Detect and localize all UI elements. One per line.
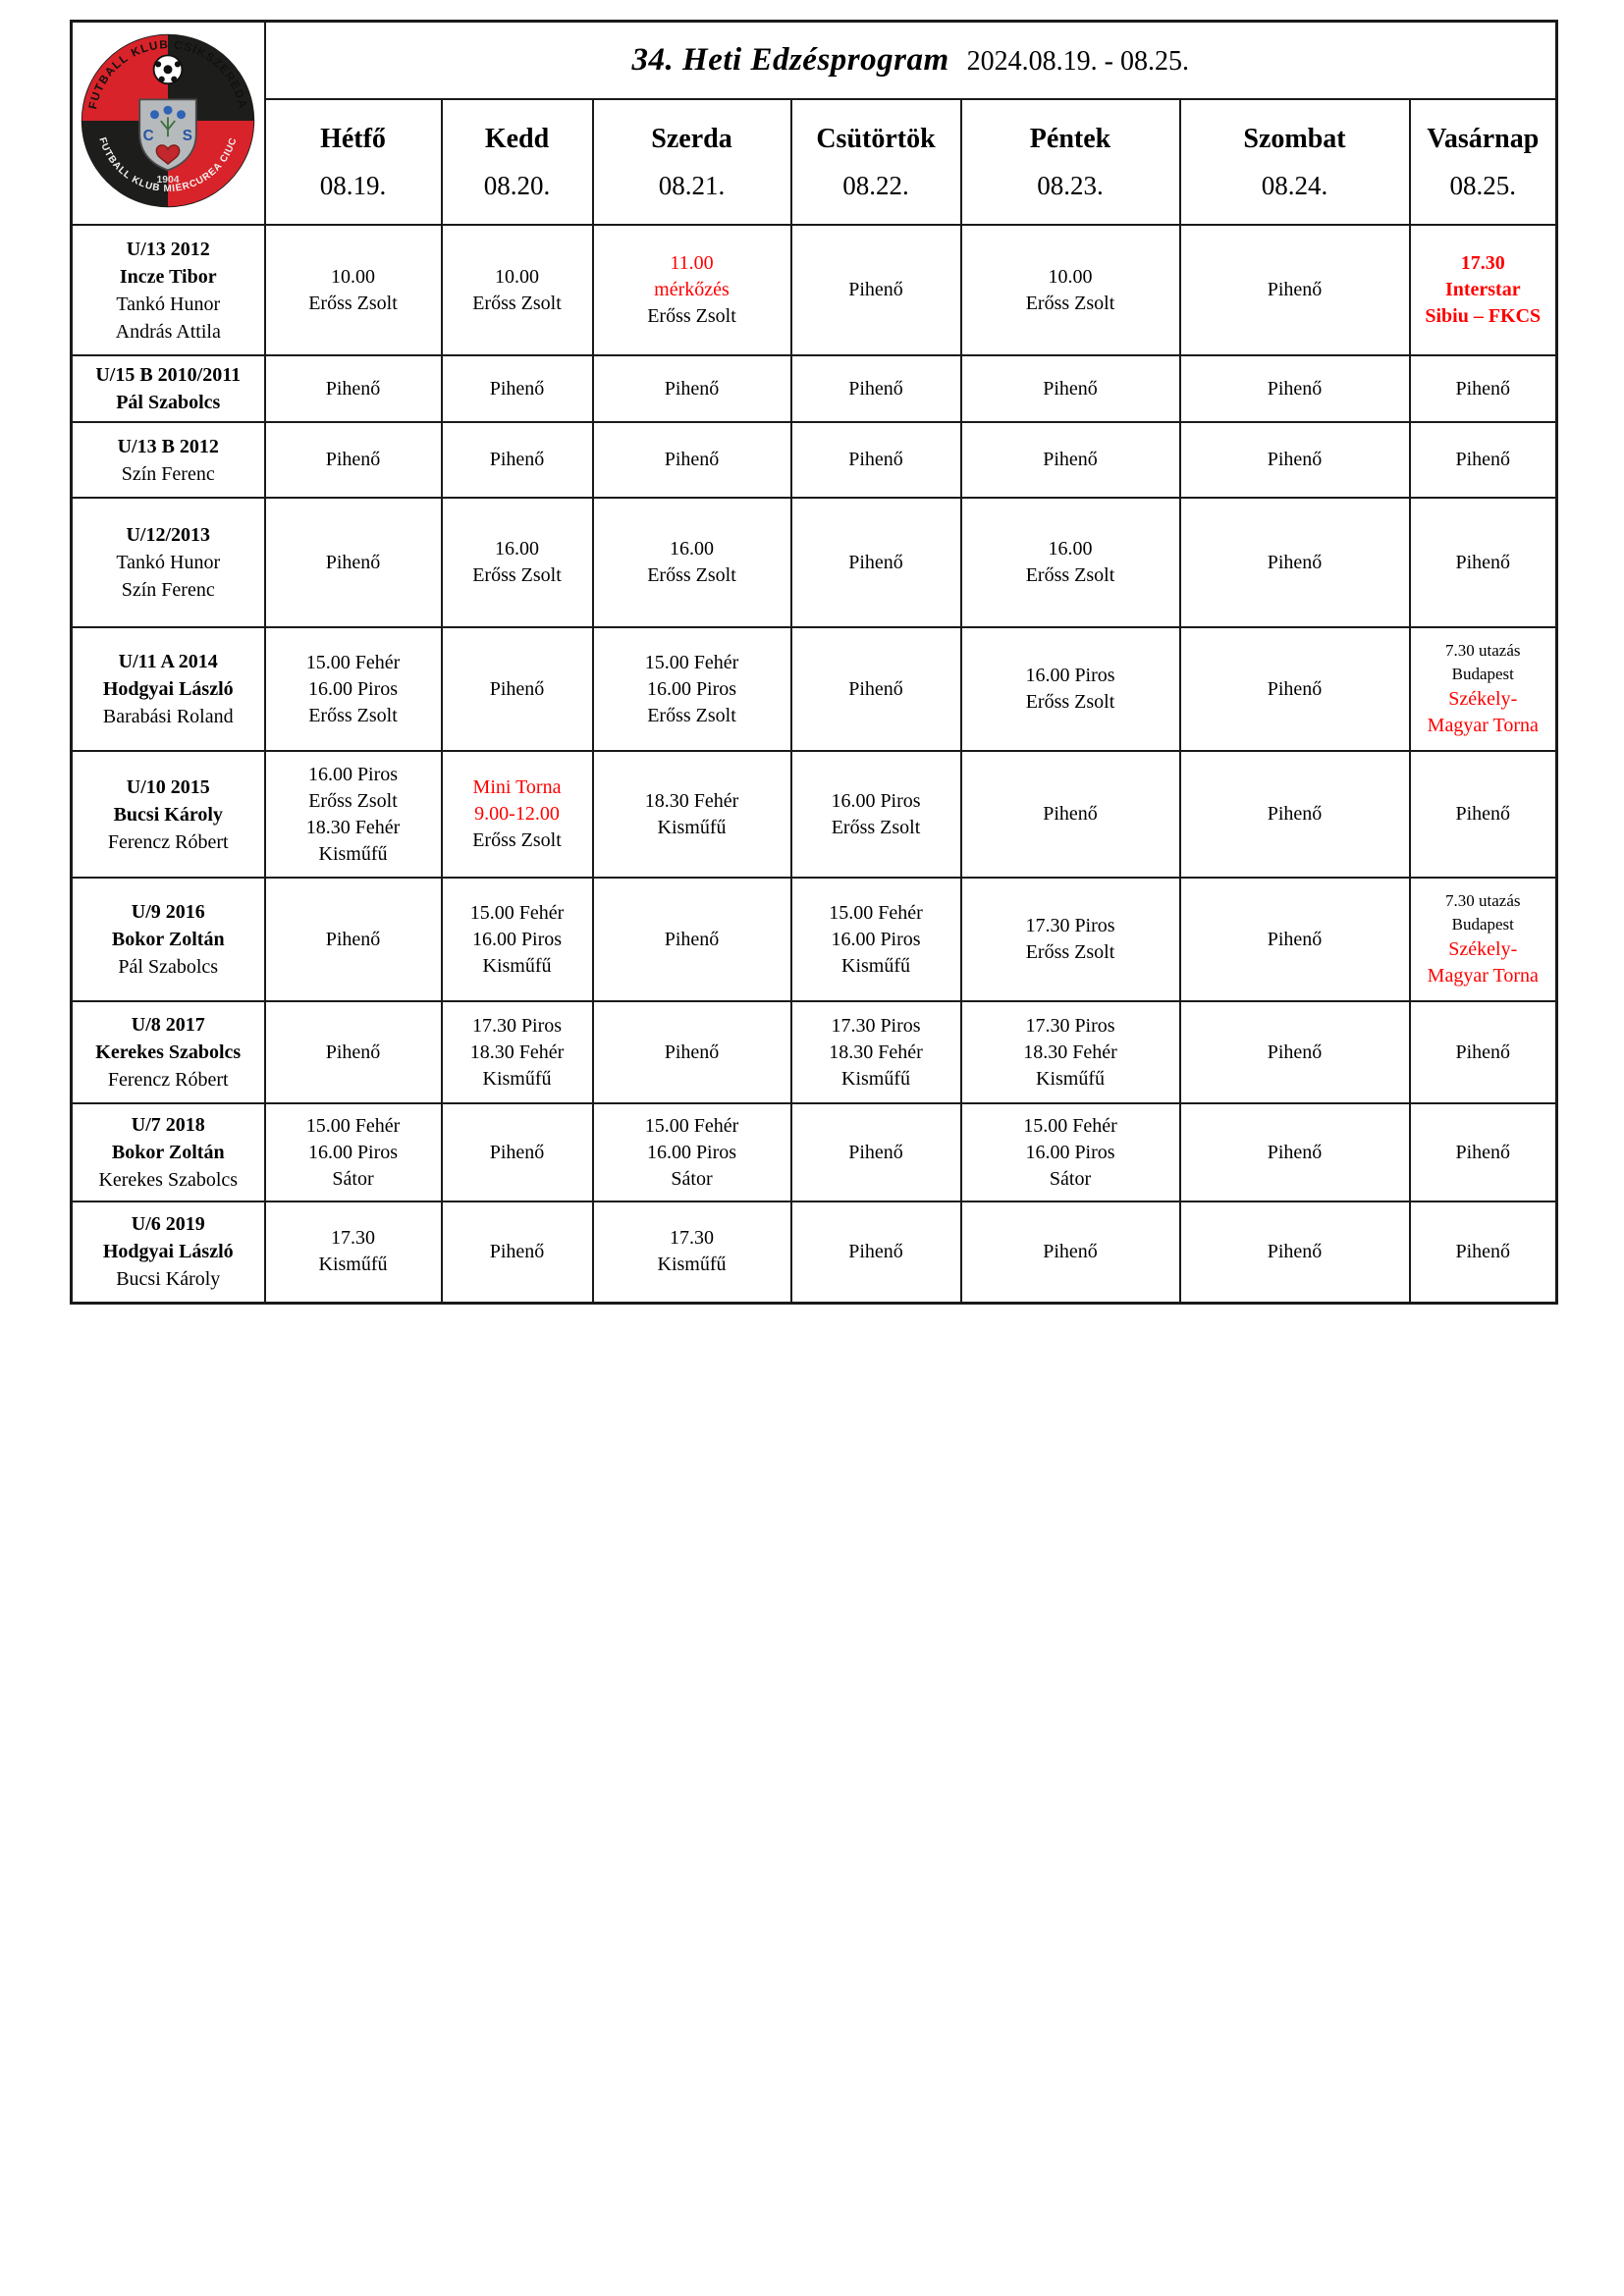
schedule-line: Magyar Torna [1427, 965, 1539, 987]
schedule-line: Tankó Hunor [116, 552, 221, 573]
schedule-line: U/15 B 2010/2011 [95, 364, 242, 386]
schedule-line: 17.30 [1460, 252, 1505, 274]
schedule-line: Barabási Roland [102, 706, 234, 727]
schedule-cell [593, 878, 791, 1001]
schedule-cell [1410, 422, 1557, 498]
schedule-line: 18.30 Fehér [305, 816, 401, 838]
day-header [1180, 99, 1410, 225]
schedule-line: Pihenő [1267, 1240, 1323, 1262]
schedule-line: U/8 2017 [131, 1014, 205, 1036]
day-name: Vasárnap [1427, 123, 1540, 154]
schedule-line: 10.00 [331, 265, 375, 288]
schedule-cell [593, 1103, 791, 1201]
schedule-line: Bokor Zoltán [111, 929, 225, 950]
team-label-cell [72, 627, 265, 751]
schedule-cell [593, 751, 791, 878]
schedule-cell [1180, 751, 1410, 878]
day-header [1410, 99, 1557, 225]
schedule-cell [1180, 627, 1410, 751]
schedule-cell [791, 355, 961, 422]
schedule-line: Pihenő [664, 1041, 720, 1063]
schedule-line: 16.00 Piros [1025, 665, 1115, 686]
schedule-cell [961, 1103, 1180, 1201]
schedule-cell [442, 1001, 593, 1103]
schedule-line: András Attila [115, 320, 221, 343]
schedule-line: Pihenő [489, 377, 545, 400]
schedule-line: Hodgyai László [102, 1241, 234, 1263]
schedule-line: 16.00 Piros [1025, 1141, 1115, 1163]
schedule-cell [961, 225, 1180, 355]
schedule-line: Pihenő [489, 1240, 545, 1262]
schedule-cell [593, 1001, 791, 1103]
schedule-cell [961, 627, 1180, 751]
schedule-line: 15.00 Fehér [644, 1114, 739, 1137]
team-row [72, 878, 1557, 1001]
logo-arc-bottom-text: FUTBALL KLUB MIERCUREA CIUC [96, 135, 240, 195]
schedule-line: Hodgyai László [102, 678, 234, 700]
schedule-cell [442, 498, 593, 627]
schedule-cell [593, 225, 791, 355]
schedule-line: Erőss Zsolt [647, 305, 736, 327]
schedule-line: U/13 B 2012 [117, 435, 219, 457]
schedule-cell [791, 1103, 961, 1201]
schedule-cell [265, 225, 442, 355]
team-label-cell [72, 751, 265, 878]
schedule-cell [791, 751, 961, 878]
schedule-line: Pihenő [489, 677, 545, 700]
schedule-cell [593, 498, 791, 627]
schedule-cell [442, 1103, 593, 1201]
schedule-line: Ferencz Róbert [107, 1069, 229, 1091]
schedule-line: Pihenő [1267, 677, 1323, 700]
schedule-line: U/9 2016 [131, 901, 205, 923]
schedule-line: Pihenő [1267, 1041, 1323, 1063]
schedule-line: Erőss Zsolt [308, 704, 398, 726]
day-date: 08.20. [483, 170, 551, 200]
schedule-line: Kisműfű [841, 1067, 910, 1090]
schedule-cell [1410, 1201, 1557, 1303]
schedule-line: Budapest [1451, 915, 1514, 934]
schedule-line: Pihenő [1455, 803, 1511, 825]
schedule-line: Pál Szabolcs [116, 392, 221, 413]
schedule-line: mérkőzés [654, 279, 730, 300]
schedule-line: Pihenő [1455, 1141, 1511, 1163]
schedule-cell [442, 878, 593, 1001]
schedule-line: Pihenő [489, 449, 545, 470]
schedule-cell [1410, 355, 1557, 422]
club-logo [80, 32, 256, 209]
team-row [72, 627, 1557, 751]
schedule-cell [442, 1201, 593, 1303]
schedule-line: Sátor [332, 1167, 374, 1190]
schedule-line: Kisműfű [657, 816, 727, 838]
schedule-line: Pihenő [1267, 449, 1323, 470]
schedule-line: 17.30 Piros [471, 1014, 563, 1037]
schedule-line: Sátor [671, 1167, 713, 1190]
schedule-line: Pihenő [664, 377, 720, 400]
schedule-line: Sátor [1049, 1167, 1092, 1190]
schedule-line: Pihenő [664, 928, 720, 950]
schedule-line: Erőss Zsolt [472, 829, 562, 851]
schedule-line: Kisműfű [1036, 1067, 1105, 1090]
schedule-line: Erőss Zsolt [1025, 941, 1115, 963]
team-row [72, 1103, 1557, 1201]
training-program-sheet [70, 20, 1558, 1305]
schedule-line: Pihenő [1043, 803, 1098, 825]
schedule-line: Pihenő [325, 928, 381, 950]
schedule-cell [1180, 225, 1410, 355]
schedule-line: 15.00 Fehér [644, 651, 739, 673]
schedule-cell [961, 1001, 1180, 1103]
schedule-line: U/13 2012 [126, 238, 210, 260]
schedule-cell [1180, 1103, 1410, 1201]
schedule-cell [791, 1001, 961, 1103]
schedule-line: Pihenő [325, 551, 381, 573]
schedule-line: U/7 2018 [131, 1114, 205, 1136]
title-row [72, 22, 1557, 100]
schedule-line: Pihenő [1455, 449, 1511, 470]
schedule-line: Kisműfű [482, 1067, 552, 1090]
schedule-line: 17.30 Piros [831, 1014, 921, 1037]
schedule-cell [961, 498, 1180, 627]
schedule-line: Kisműfű [482, 954, 552, 977]
schedule-line: Pihenő [489, 1141, 545, 1163]
day-date: 08.21. [658, 170, 726, 200]
schedule-cell [442, 355, 593, 422]
schedule-cell [265, 1201, 442, 1303]
schedule-line: Pihenő [848, 377, 903, 400]
schedule-line: 15.00 Fehér [305, 1114, 401, 1137]
schedule-line: Pihenő [848, 677, 903, 700]
schedule-line: Erőss Zsolt [1025, 691, 1115, 713]
schedule-line: 10.00 [1048, 265, 1093, 288]
schedule-line: Erőss Zsolt [472, 564, 562, 586]
schedule-cell [791, 422, 961, 498]
team-row [72, 751, 1557, 878]
day-header [791, 99, 961, 225]
schedule-line: Erőss Zsolt [1025, 292, 1115, 314]
schedule-cell [1410, 498, 1557, 627]
day-name: Péntek [1029, 123, 1111, 154]
day-name: Kedd [484, 123, 550, 154]
schedule-line: Pihenő [1267, 279, 1323, 300]
soccer-ball-icon [154, 55, 183, 83]
schedule-line: Pihenő [848, 449, 903, 470]
schedule-line: Kisműfű [657, 1254, 727, 1276]
schedule-line: 18.30 Fehér [469, 1041, 565, 1063]
schedule-line: 18.30 Fehér [644, 789, 739, 812]
schedule-cell [791, 627, 961, 751]
team-label-cell [72, 422, 265, 498]
schedule-line: 18.30 Fehér [829, 1041, 923, 1063]
club-logo-cell [72, 22, 265, 226]
schedule-line: Pihenő [325, 449, 381, 470]
day-name: Csütörtök [816, 123, 936, 154]
team-row [72, 1201, 1557, 1303]
schedule-cell [265, 355, 442, 422]
schedule-table [70, 20, 1558, 1305]
day-header [442, 99, 593, 225]
schedule-line: Székely- [1448, 938, 1518, 960]
schedule-cell [1180, 422, 1410, 498]
schedule-line: Kerekes Szabolcs [98, 1169, 239, 1191]
schedule-cell [442, 422, 593, 498]
schedule-line: Pihenő [1267, 1141, 1323, 1163]
schedule-line: 15.00 Fehér [1023, 1114, 1117, 1137]
day-name: Szerda [651, 123, 732, 154]
schedule-line: Pihenő [848, 1141, 903, 1163]
schedule-line: Bucsi Károly [116, 1268, 221, 1291]
schedule-cell [265, 751, 442, 878]
schedule-cell [593, 627, 791, 751]
schedule-line: Pihenő [1043, 377, 1098, 400]
team-label-cell [72, 498, 265, 627]
team-row [72, 422, 1557, 498]
day-name: Szombat [1243, 123, 1346, 154]
schedule-line: Pihenő [325, 377, 381, 400]
schedule-cell [1410, 1001, 1557, 1103]
schedule-line: 16.00 [495, 538, 539, 560]
schedule-cell [961, 422, 1180, 498]
schedule-line: Erőss Zsolt [472, 292, 562, 314]
team-row [72, 355, 1557, 422]
schedule-line: U/6 2019 [131, 1213, 205, 1236]
schedule-cell [1180, 355, 1410, 422]
schedule-line: Szín Ferenc [121, 579, 215, 601]
schedule-cell [961, 355, 1180, 422]
schedule-cell [1410, 225, 1557, 355]
schedule-line: 18.30 Fehér [1023, 1041, 1117, 1063]
team-label-cell [72, 1201, 265, 1303]
schedule-line: Erőss Zsolt [1025, 564, 1115, 586]
schedule-line: Bokor Zoltán [111, 1142, 225, 1163]
schedule-cell [442, 627, 593, 751]
day-header [265, 99, 442, 225]
schedule-line: Erőss Zsolt [831, 816, 921, 838]
schedule-line: 11.00 [670, 252, 714, 274]
day-header [593, 99, 791, 225]
schedule-line: Erőss Zsolt [308, 789, 398, 812]
schedule-line: Pihenő [1455, 551, 1511, 573]
team-row [72, 1001, 1557, 1103]
schedule-line: Budapest [1451, 665, 1514, 683]
schedule-line: Pihenő [1455, 1041, 1511, 1063]
schedule-cell [442, 225, 593, 355]
schedule-cell [1410, 751, 1557, 878]
schedule-cell [265, 422, 442, 498]
schedule-cell [791, 225, 961, 355]
team-label-cell [72, 878, 265, 1001]
page-title: 34. Heti Edzésprogram [631, 42, 949, 78]
logo-year: 1904 [156, 175, 180, 187]
schedule-line: Erőss Zsolt [647, 564, 736, 586]
schedule-line: 15.00 Fehér [469, 901, 565, 924]
schedule-line: Pihenő [848, 551, 903, 573]
report-title-cell [265, 22, 1557, 100]
schedule-cell [1180, 1201, 1410, 1303]
schedule-line: Erőss Zsolt [308, 292, 398, 314]
schedule-line: Interstar [1444, 279, 1521, 300]
day-date: 08.25. [1449, 170, 1517, 200]
schedule-line: Pihenő [848, 1240, 903, 1262]
schedule-cell [265, 878, 442, 1001]
schedule-line: Pihenő [1043, 1240, 1098, 1262]
logo-arc-top-text: FUTBALL KLUB CSÍKSZEREDA [86, 38, 250, 111]
schedule-line: 16.00 [670, 538, 714, 560]
day-name: Hétfő [320, 123, 386, 154]
day-header-row [72, 99, 1557, 225]
team-label-cell [72, 355, 265, 422]
schedule-cell [961, 878, 1180, 1001]
logo-monogram-c: C [142, 127, 154, 144]
schedule-line: Sibiu – FKCS [1425, 305, 1542, 327]
day-date: 08.19. [319, 170, 387, 200]
schedule-line: 16.00 Piros [471, 928, 563, 950]
schedule-cell [593, 1201, 791, 1303]
schedule-line: 9.00-12.00 [474, 803, 560, 825]
schedule-line: Ferencz Róbert [107, 830, 229, 853]
day-header [961, 99, 1180, 225]
schedule-line: U/11 A 2014 [118, 651, 218, 672]
schedule-line: U/10 2015 [126, 775, 210, 798]
schedule-line: Pál Szabolcs [118, 956, 219, 978]
schedule-cell [593, 422, 791, 498]
schedule-line: 17.30 [670, 1227, 714, 1250]
schedule-line: 7.30 utazás [1445, 891, 1521, 910]
schedule-cell [1410, 878, 1557, 1001]
schedule-cell [961, 1201, 1180, 1303]
schedule-cell [1180, 498, 1410, 627]
schedule-line: 16.00 Piros [646, 677, 737, 700]
team-label-cell [72, 225, 265, 355]
schedule-line: Erőss Zsolt [647, 704, 736, 726]
schedule-cell [265, 1001, 442, 1103]
schedule-line: 17.30 Piros [1025, 915, 1115, 936]
schedule-cell [265, 1103, 442, 1201]
day-date: 08.22. [842, 170, 909, 200]
schedule-cell [1180, 1001, 1410, 1103]
schedule-line: Pihenő [1043, 449, 1098, 470]
schedule-line: 16.00 Piros [307, 677, 399, 700]
team-label-cell [72, 1001, 265, 1103]
day-date: 08.24. [1261, 170, 1328, 200]
schedule-line: Pihenő [1267, 803, 1323, 825]
schedule-line: 16.00 Piros [307, 763, 399, 785]
schedule-line: Pihenő [1455, 1240, 1511, 1262]
date-range: 2024.08.19. - 08.25. [966, 46, 1189, 77]
schedule-line: 16.00 Piros [831, 789, 921, 812]
schedule-line: Pihenő [1267, 928, 1323, 950]
schedule-cell [1410, 1103, 1557, 1201]
day-date: 08.23. [1037, 170, 1104, 200]
team-row [72, 498, 1557, 627]
schedule-cell [1410, 627, 1557, 751]
schedule-cell [791, 1201, 961, 1303]
schedule-line: 16.00 Piros [831, 928, 921, 950]
schedule-line: Pihenő [325, 1041, 381, 1063]
schedule-line: 17.30 [331, 1227, 375, 1250]
schedule-cell [961, 751, 1180, 878]
schedule-line: Székely- [1448, 688, 1518, 710]
schedule-line: Incze Tibor [119, 265, 217, 288]
schedule-line: Szín Ferenc [121, 462, 215, 485]
schedule-line: 16.00 [1048, 538, 1093, 560]
schedule-line: Magyar Torna [1427, 715, 1539, 736]
schedule-line: 15.00 Fehér [829, 901, 923, 924]
schedule-line: Tankó Hunor [116, 293, 221, 315]
schedule-line: Pihenő [1455, 377, 1511, 400]
schedule-line: 16.00 Piros [646, 1141, 737, 1163]
schedule-line: 10.00 [495, 265, 539, 288]
schedule-line: U/12/2013 [126, 524, 211, 546]
schedule-line: Pihenő [664, 449, 720, 470]
schedule-line: 15.00 Fehér [305, 651, 401, 673]
logo-monogram-s: S [182, 127, 193, 144]
schedule-cell [265, 498, 442, 627]
schedule-cell [1180, 878, 1410, 1001]
team-row [72, 225, 1557, 355]
schedule-line: 17.30 Piros [1025, 1014, 1115, 1037]
schedule-cell [442, 751, 593, 878]
schedule-line: Bucsi Károly [113, 803, 223, 826]
schedule-line: Kisműfű [318, 1254, 388, 1276]
schedule-line: 7.30 utazás [1445, 641, 1521, 660]
schedule-line: Pihenő [1267, 377, 1323, 400]
team-label-cell [72, 1103, 265, 1201]
schedule-cell [791, 878, 961, 1001]
schedule-cell [593, 355, 791, 422]
schedule-line: Pihenő [848, 279, 903, 300]
schedule-line: Pihenő [1267, 551, 1323, 573]
schedule-line: Mini Torna [472, 776, 562, 798]
schedule-line: Kisműfű [318, 842, 388, 865]
schedule-cell [791, 498, 961, 627]
schedule-line: 16.00 Piros [307, 1141, 399, 1163]
schedule-line: Kerekes Szabolcs [95, 1041, 242, 1063]
schedule-line: Kisműfű [841, 954, 910, 977]
schedule-cell [265, 627, 442, 751]
